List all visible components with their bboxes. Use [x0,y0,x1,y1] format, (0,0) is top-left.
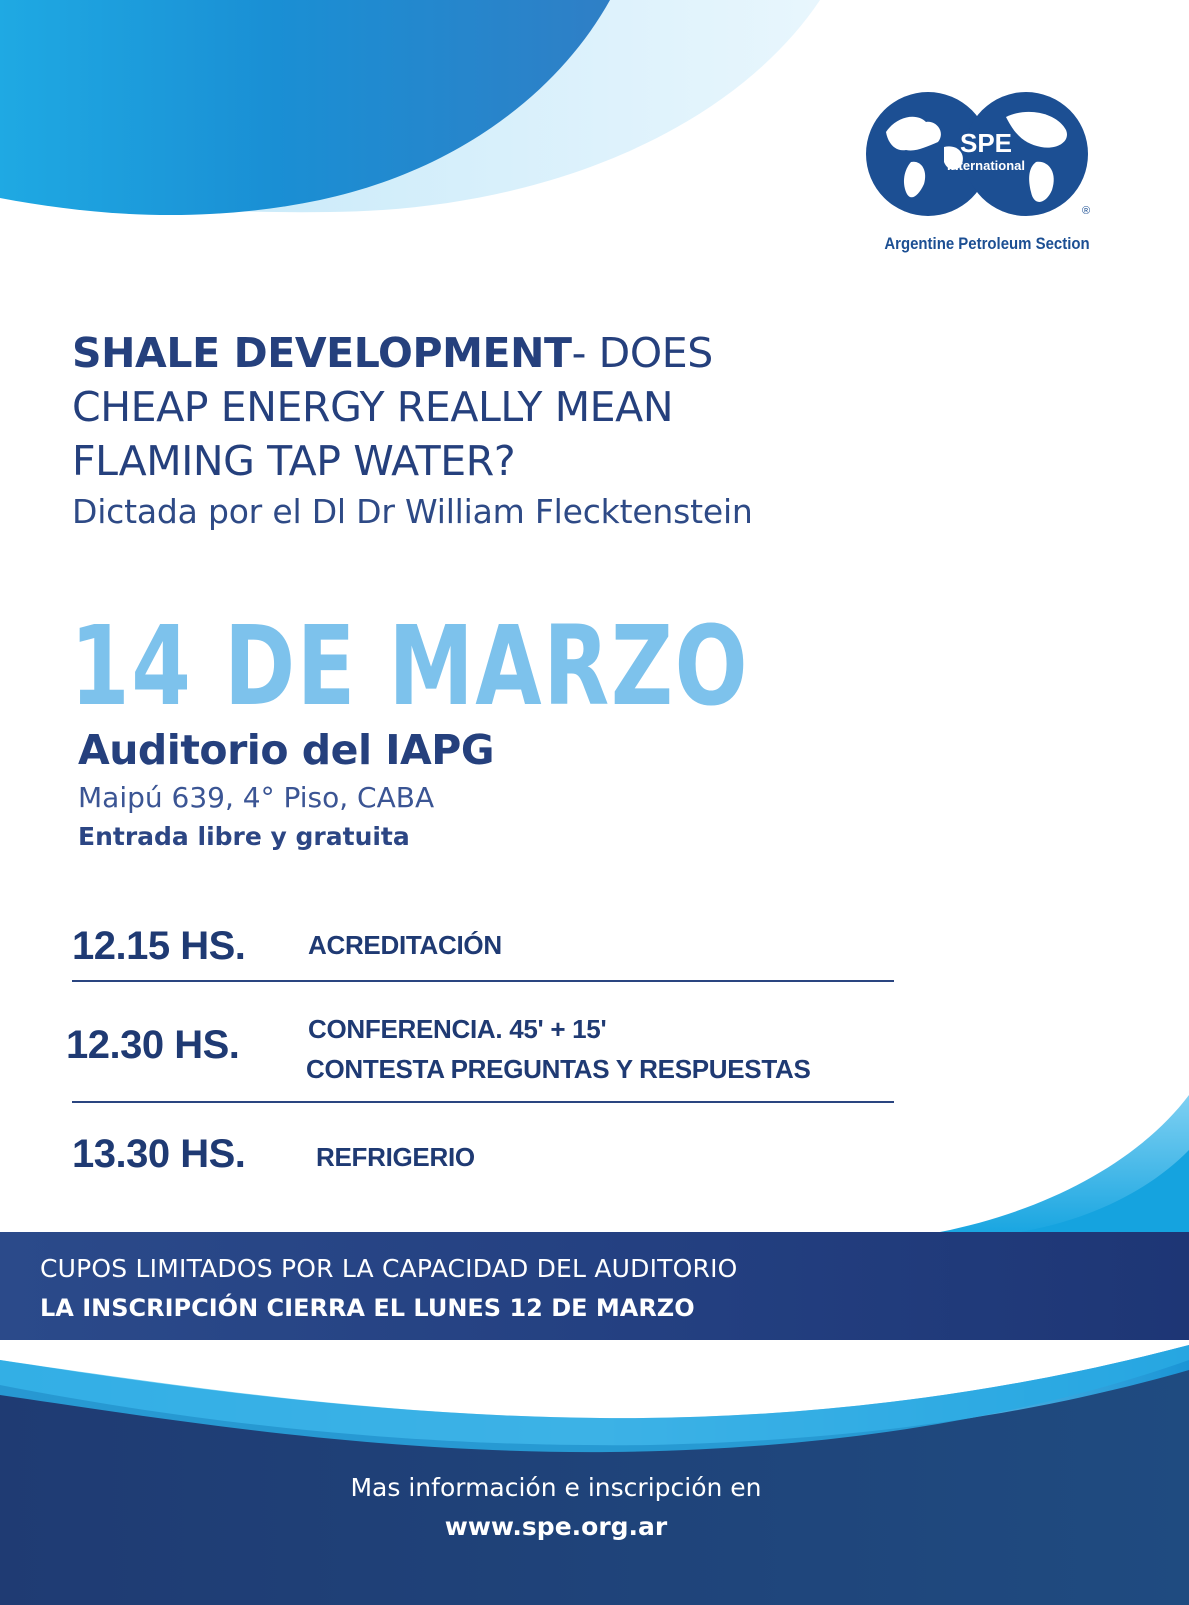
banner-deadline: LA INSCRIPCIÓN CIERRA EL LUNES 12 DE MARZO [40,1294,695,1322]
logo-brand: SPE [959,128,1013,158]
venue-name: Auditorio del IAPG [78,726,494,774]
logo-section-name: Argentine Petroleum Section [884,234,1090,253]
venue-entry: Entrada libre y gratuita [78,822,410,851]
schedule-time: 12.30 HS. [66,1023,240,1067]
logo-subtitle: International [946,158,1026,173]
registration-banner [0,1232,1189,1340]
venue-address: Maipú 639, 4° Piso, CABA [78,781,435,814]
title-bold: SHALE DEVELOPMENT [72,329,572,377]
footer-url-link[interactable]: www.spe.org.ar [444,1512,668,1541]
schedule-description: REFRIGERIO [316,1142,475,1172]
banner-capacity-note: CUPOS LIMITADOS POR LA CAPACIDAD DEL AUDITORIO [40,1254,738,1283]
event-date: 14 DE MARZO [70,602,750,730]
schedule-time: 12.15 HS. [72,924,246,968]
schedule-divider [72,1101,894,1103]
footer [0,1468,1112,1546]
schedule-description: CONTESTA PREGUNTAS Y RESPUESTAS [306,1054,811,1084]
title-line-2: CHEAP ENERGY REALLY MEAN [72,383,674,431]
logo-registered: ® [1082,205,1091,217]
title-line1-rest: - DOES [571,329,713,377]
title-line-1 [72,326,1072,380]
footer-info: Mas información e inscripción en [350,1473,762,1502]
schedule-description: ACREDITACIÓN [308,930,502,960]
venue-block [78,724,494,856]
title-line-3: FLAMING TAP WATER? [72,437,516,485]
event-title [72,326,1072,534]
speaker: Dictada por el Dl Dr William Flecktenstein [72,492,753,531]
schedule-divider [72,980,894,982]
schedule-description: CONFERENCIA. 45' + 15' [308,1014,607,1044]
schedule-time: 13.30 HS. [72,1132,246,1176]
